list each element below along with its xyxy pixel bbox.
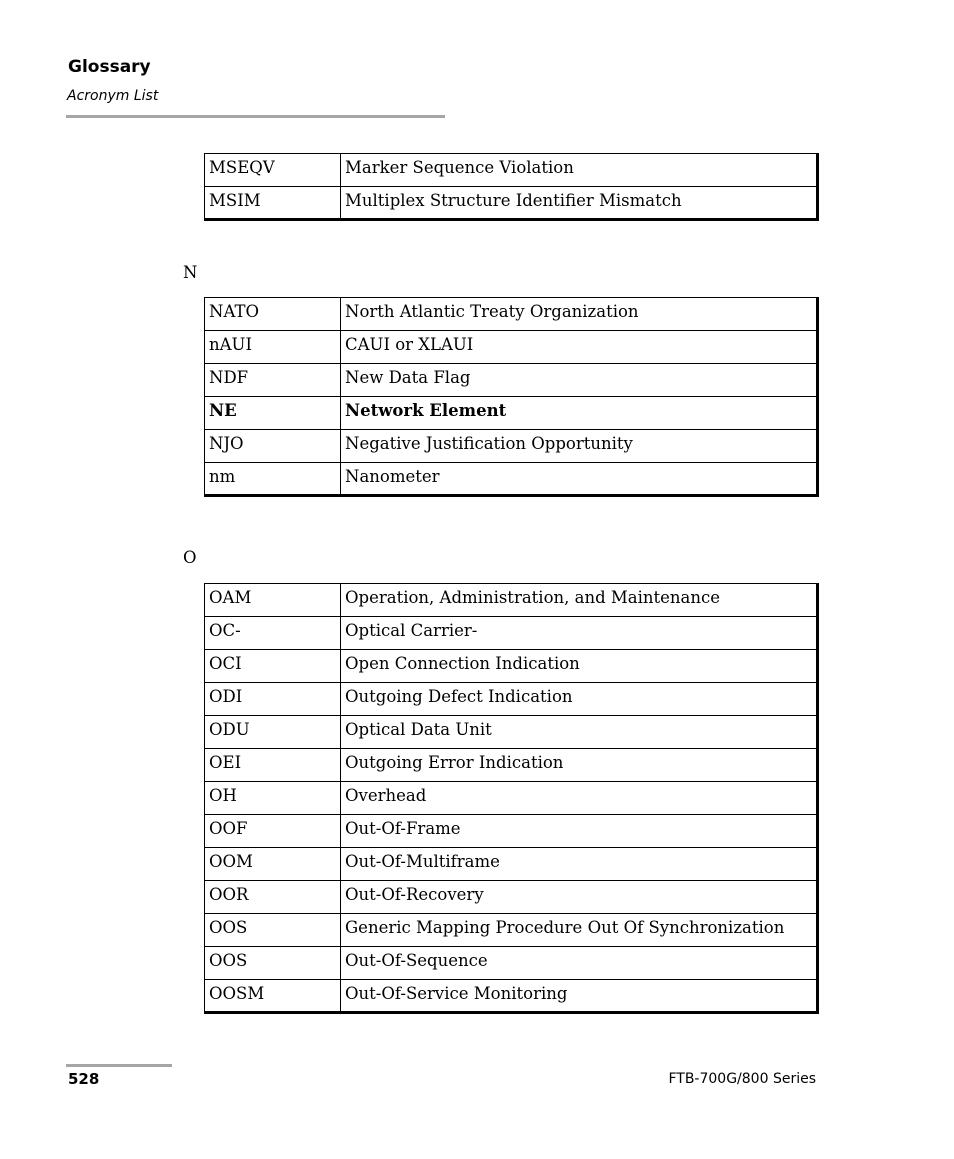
table-row bbox=[205, 397, 818, 430]
section-letter-n: N bbox=[183, 263, 198, 282]
table-row bbox=[205, 716, 818, 749]
acronym-cell: NDF bbox=[205, 364, 341, 397]
acronym-table-n bbox=[204, 297, 819, 497]
definition-cell: Out-Of-Recovery bbox=[341, 881, 818, 914]
definition-cell: Multiplex Structure Identifier Mismatch bbox=[341, 187, 818, 220]
acronym-cell: OC- bbox=[205, 617, 341, 650]
acronym-cell: OH bbox=[205, 782, 341, 815]
table-row bbox=[205, 617, 818, 650]
table-row bbox=[205, 650, 818, 683]
acronym-cell: NATO bbox=[205, 298, 341, 331]
acronym-cell: OAM bbox=[205, 584, 341, 617]
acronym-cell: NJO bbox=[205, 430, 341, 463]
acronym-cell: OOR bbox=[205, 881, 341, 914]
table-row bbox=[205, 848, 818, 881]
table-row bbox=[205, 154, 818, 187]
acronym-cell: OEI bbox=[205, 749, 341, 782]
table-row bbox=[205, 815, 818, 848]
acronym-cell: nm bbox=[205, 463, 341, 496]
acronym-cell: OOSM bbox=[205, 980, 341, 1013]
table-row bbox=[205, 881, 818, 914]
definition-cell: North Atlantic Treaty Organization bbox=[341, 298, 818, 331]
table-row bbox=[205, 980, 818, 1013]
table-row bbox=[205, 430, 818, 463]
section-letter-o: O bbox=[183, 548, 197, 567]
definition-cell: Optical Carrier- bbox=[341, 617, 818, 650]
acronym-cell: ODU bbox=[205, 716, 341, 749]
footer-divider bbox=[66, 1064, 172, 1067]
table-row bbox=[205, 331, 818, 364]
table-row bbox=[205, 187, 818, 220]
definition-cell: Outgoing Defect Indication bbox=[341, 683, 818, 716]
acronym-cell: NE bbox=[205, 397, 341, 430]
page-number: 528 bbox=[68, 1070, 100, 1088]
definition-cell: Optical Data Unit bbox=[341, 716, 818, 749]
table-row bbox=[205, 683, 818, 716]
acronym-cell: MSIM bbox=[205, 187, 341, 220]
acronym-table-m bbox=[204, 153, 819, 221]
product-series: FTB-700G/800 Series bbox=[668, 1071, 816, 1087]
definition-cell: CAUI or XLAUI bbox=[341, 331, 818, 364]
header-divider bbox=[66, 115, 445, 118]
table-row bbox=[205, 749, 818, 782]
table-row bbox=[205, 914, 818, 947]
table-row bbox=[205, 584, 818, 617]
definition-cell: Out-Of-Sequence bbox=[341, 947, 818, 980]
acronym-cell: OOF bbox=[205, 815, 341, 848]
table-row bbox=[205, 364, 818, 397]
definition-cell: Negative Justification Opportunity bbox=[341, 430, 818, 463]
definition-cell: Network Element bbox=[341, 397, 818, 430]
acronym-cell: OOS bbox=[205, 914, 341, 947]
acronym-cell: OOM bbox=[205, 848, 341, 881]
definition-cell: Nanometer bbox=[341, 463, 818, 496]
definition-cell: Marker Sequence Violation bbox=[341, 154, 818, 187]
definition-cell: Out-Of-Multiframe bbox=[341, 848, 818, 881]
page-header-title: Glossary bbox=[68, 57, 151, 77]
definition-cell: Out-Of-Frame bbox=[341, 815, 818, 848]
definition-cell: New Data Flag bbox=[341, 364, 818, 397]
acronym-cell: nAUI bbox=[205, 331, 341, 364]
acronym-table-o bbox=[204, 583, 819, 1014]
definition-cell: Generic Mapping Procedure Out Of Synchronization bbox=[341, 914, 818, 947]
acronym-cell: MSEQV bbox=[205, 154, 341, 187]
table-row bbox=[205, 298, 818, 331]
table-row bbox=[205, 947, 818, 980]
definition-cell: Open Connection Indication bbox=[341, 650, 818, 683]
acronym-cell: OOS bbox=[205, 947, 341, 980]
page-header-subtitle: Acronym List bbox=[67, 88, 159, 104]
definition-cell: Out-Of-Service Monitoring bbox=[341, 980, 818, 1013]
acronym-cell: ODI bbox=[205, 683, 341, 716]
table-row bbox=[205, 782, 818, 815]
definition-cell: Overhead bbox=[341, 782, 818, 815]
definition-cell: Operation, Administration, and Maintenance bbox=[341, 584, 818, 617]
acronym-cell: OCI bbox=[205, 650, 341, 683]
definition-cell: Outgoing Error Indication bbox=[341, 749, 818, 782]
table-row bbox=[205, 463, 818, 496]
